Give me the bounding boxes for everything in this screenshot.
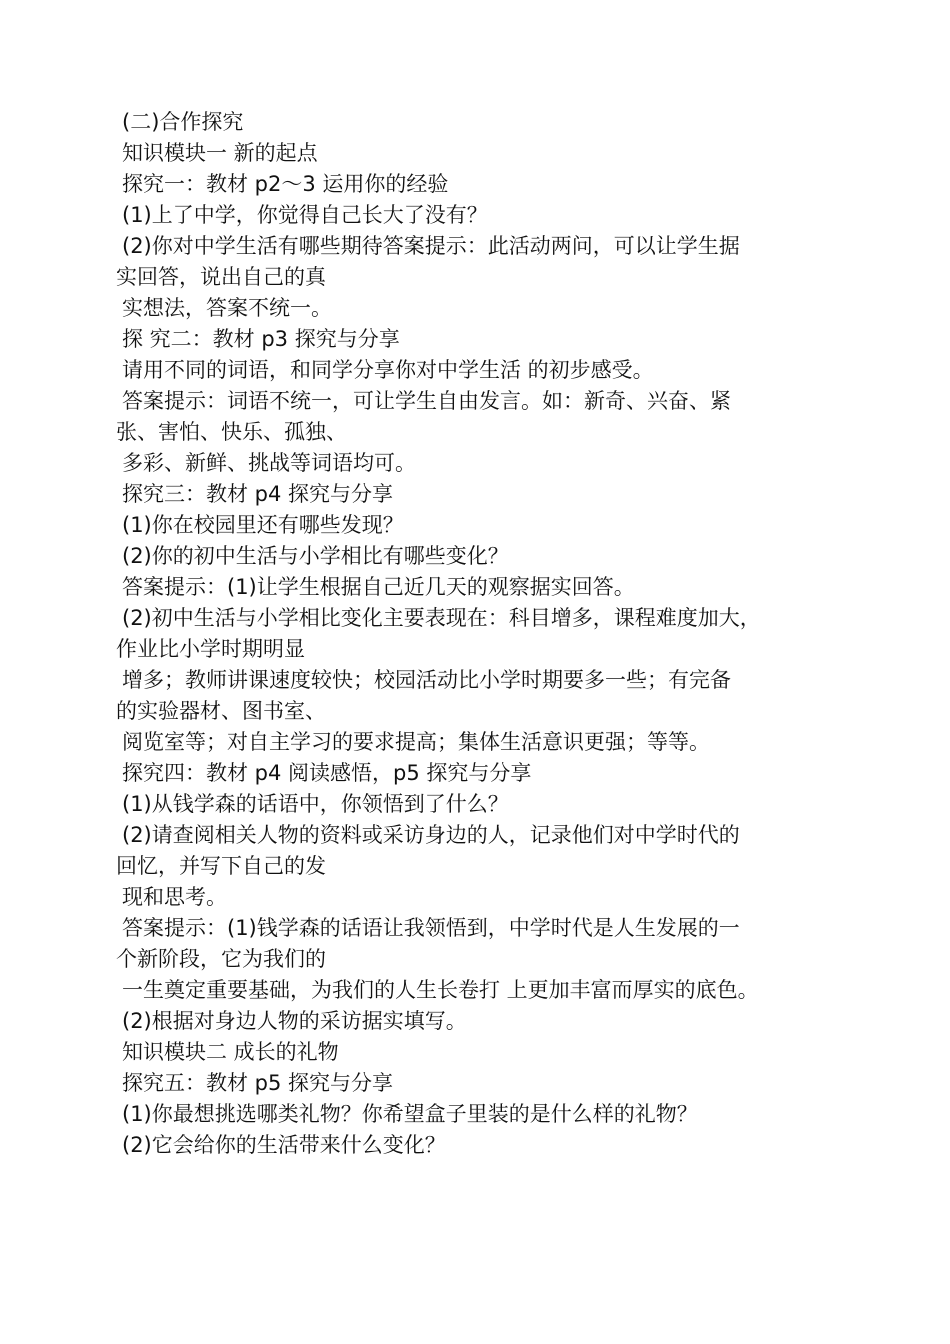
- text-line: 探究四：教材 p4 阅读感悟，p5 探究与分享: [122, 761, 532, 785]
- text-line: (2)它会给你的生活带来什么变化？: [122, 1133, 446, 1157]
- text-line: 答案提示：(1)钱学森的话语让我领悟到，中学时代是人生发展的一: [122, 916, 740, 940]
- text-line: 回忆，并写下自己的发: [116, 854, 326, 878]
- text-line: 探究三：教材 p4 探究与分享: [122, 482, 394, 506]
- text-line: (2)你的初中生活与小学相比有哪些变化？: [122, 544, 509, 568]
- text-line: (2)根据对身边人物的采访据实填写。: [122, 1009, 467, 1033]
- text-line: (1)你在校园里还有哪些发现？: [122, 513, 404, 537]
- text-line: (1)你最想挑选哪类礼物？你希望盒子里装的是什么样的礼物？: [122, 1102, 698, 1126]
- text-line: 多彩、新鲜、挑战等词语均可。: [122, 451, 416, 475]
- text-line: 答案提示：词语不统一，可让学生自由发言。如：新奇、兴奋、紧: [122, 389, 731, 413]
- text-line: 探究五：教材 p5 探究与分享: [122, 1071, 394, 1095]
- text-line: 的实验器材、图书室、: [116, 699, 326, 723]
- text-line: 知识模块二 成长的礼物: [122, 1040, 339, 1064]
- text-line: 增多；教师讲课速度较快；校园活动比小学时期要多一些；有完备: [122, 668, 731, 692]
- text-line: 张、害怕、快乐、孤独、: [116, 420, 347, 444]
- text-line: (1)上了中学，你觉得自己长大了没有？: [122, 203, 488, 227]
- text-line: (2)你对中学生活有哪些期待答案提示：此活动两问，可以让学生据: [122, 234, 740, 258]
- text-line: 阅览室等；对自主学习的要求提高；集体生活意识更强；等等。: [122, 730, 710, 754]
- text-line: 实想法，答案不统一。: [122, 296, 332, 320]
- text-line: 探 究二：教材 p3 探究与分享: [122, 327, 400, 351]
- text-line: (2)请查阅相关人物的资料或采访身边的人，记录他们对中学时代的: [122, 823, 740, 847]
- text-line: 现和思考。: [122, 885, 227, 909]
- text-line: (1)从钱学森的话语中，你领悟到了什么？: [122, 792, 509, 816]
- text-line: 作业比小学时期明显: [116, 637, 305, 661]
- text-line: (2)初中生活与小学相比变化主要表现在：科目增多，课程难度加大，: [122, 606, 761, 630]
- text-line: (二)合作探究: [122, 110, 244, 134]
- text-line: 请用不同的词语，和同学分享你对中学生活 的初步感受。: [122, 358, 654, 382]
- text-line: 探究一：教材 p2～3 运用你的经验: [122, 172, 449, 196]
- text-line: 个新阶段，它为我们的: [116, 947, 326, 971]
- text-line: 实回答，说出自己的真: [116, 265, 326, 289]
- text-line: 答案提示：(1)让学生根据自己近几天的观察据实回答。: [122, 575, 635, 599]
- text-line: 知识模块一 新的起点: [122, 141, 318, 165]
- text-line: 一生奠定重要基础，为我们的人生长卷打 上更加丰富而厚实的底色。: [122, 978, 759, 1002]
- document-body: [116, 107, 896, 1161]
